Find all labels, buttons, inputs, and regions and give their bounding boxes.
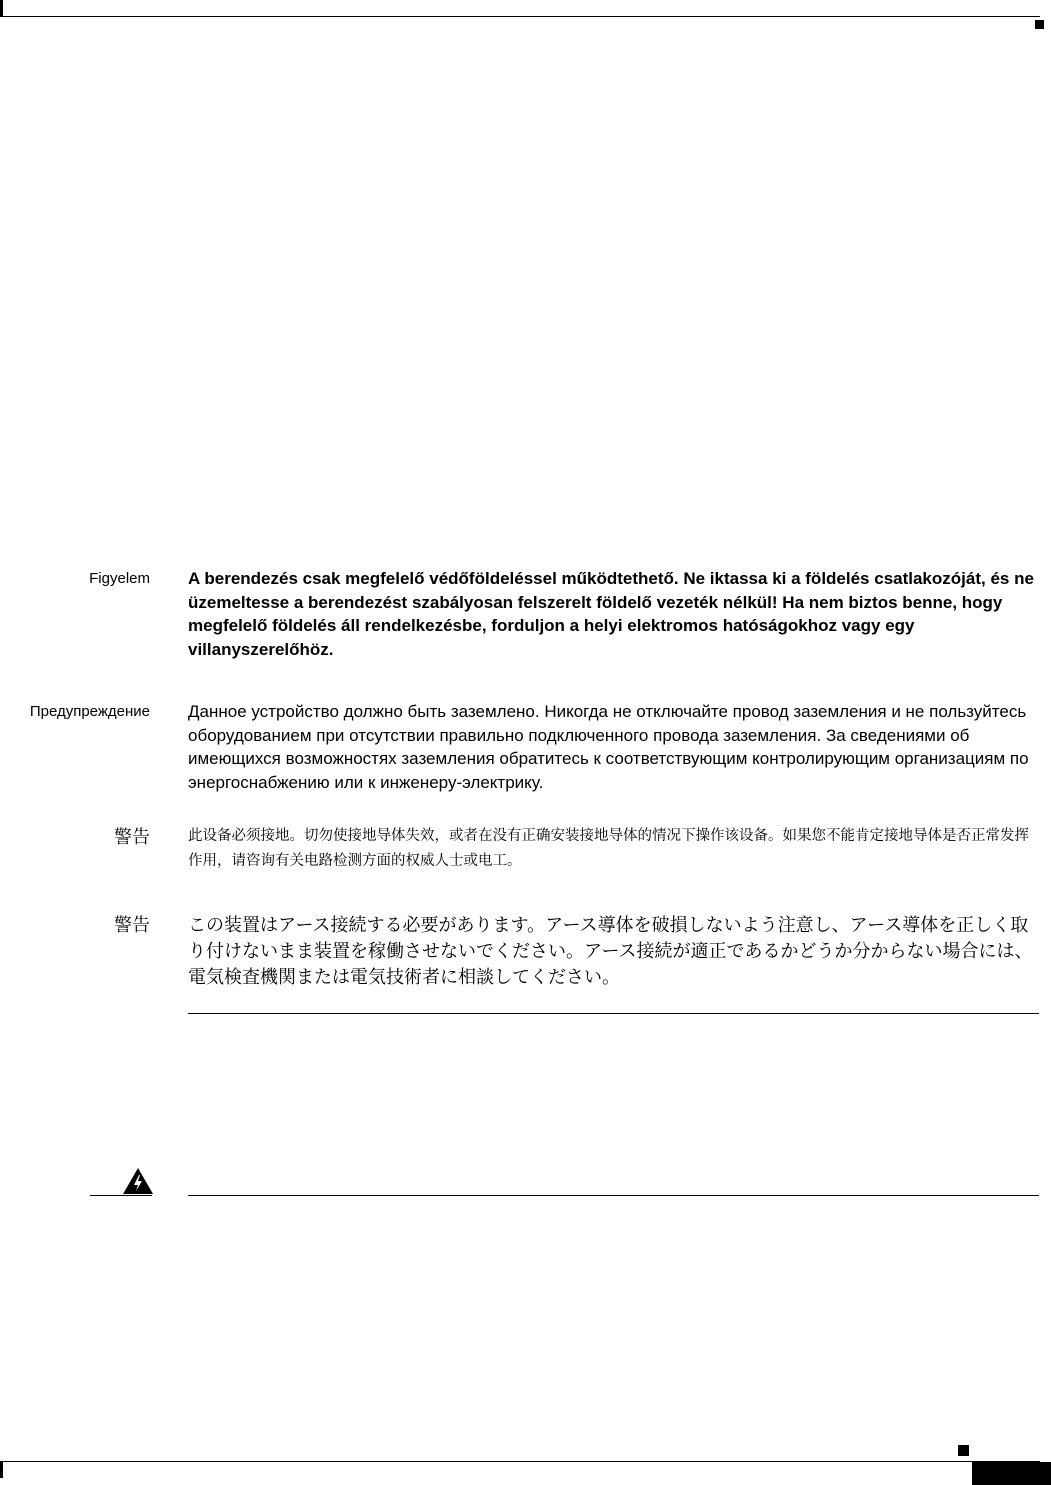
section-divider	[188, 1013, 1039, 1014]
header-marker	[1035, 20, 1044, 29]
warning-text: 此设备必须接地。切勿使接地导体失效，或者在没有正确安装接地导体的情况下操作该设备。如果您不能肯定接地导体是否正常发挥作用，请咨询有关电路检测方面的权威人士或电工。	[188, 828, 1029, 869]
warning-header-rule	[188, 1195, 1039, 1196]
footer-marker	[958, 1445, 969, 1456]
warning-label: 警告	[114, 915, 150, 935]
crop-mark-top-left	[0, 0, 3, 17]
warning-text: A berendezés csak megfelelő védőföldeléssel működtethető. Ne iktassa ki a földelés csatlakozóját, és ne üzemeltesse a berendezést szabályosan felszerelt földelő vezeték nélkül! Ha nem biztos benne, hogy megfelelő földelés áll rendelkezésbe, forduljon a helyi elektromos hatóságokhoz vagy egy villanyszerelőhöz.	[188, 569, 1034, 659]
warning-label: Предупреждение	[29, 703, 150, 720]
warning-text: Данное устройство должно быть заземлено. Никогда не отключайте провод заземления и не пользуйтесь оборудованием при отсутствии правильно подключенного провода заземления. За сведениями об имеющихся возможностях заземления обратитесь к соответствующим контролирующим организациям по энергоснабжению или к инженеру-электрику.	[188, 702, 1029, 792]
warning-icon-rule	[90, 1195, 152, 1196]
warning-triangle-icon	[121, 1166, 155, 1196]
crop-mark-bottom-left	[0, 1461, 3, 1478]
warning-text: この装置はアース接続する必要があります。アース導体を破損しないよう注意し、アース導体を正しく取り付けないまま装置を稼働させないでください。アース接続が適正であるかどうか分からない場合には、電気検査機関または電気技術者に相談してください。	[188, 915, 1033, 987]
page-number-tab	[972, 1462, 1051, 1485]
footer-rule	[0, 1461, 1040, 1462]
header-rule	[0, 16, 1040, 17]
warning-label: 警告	[114, 827, 150, 847]
warning-label: Figyelem	[89, 570, 150, 587]
